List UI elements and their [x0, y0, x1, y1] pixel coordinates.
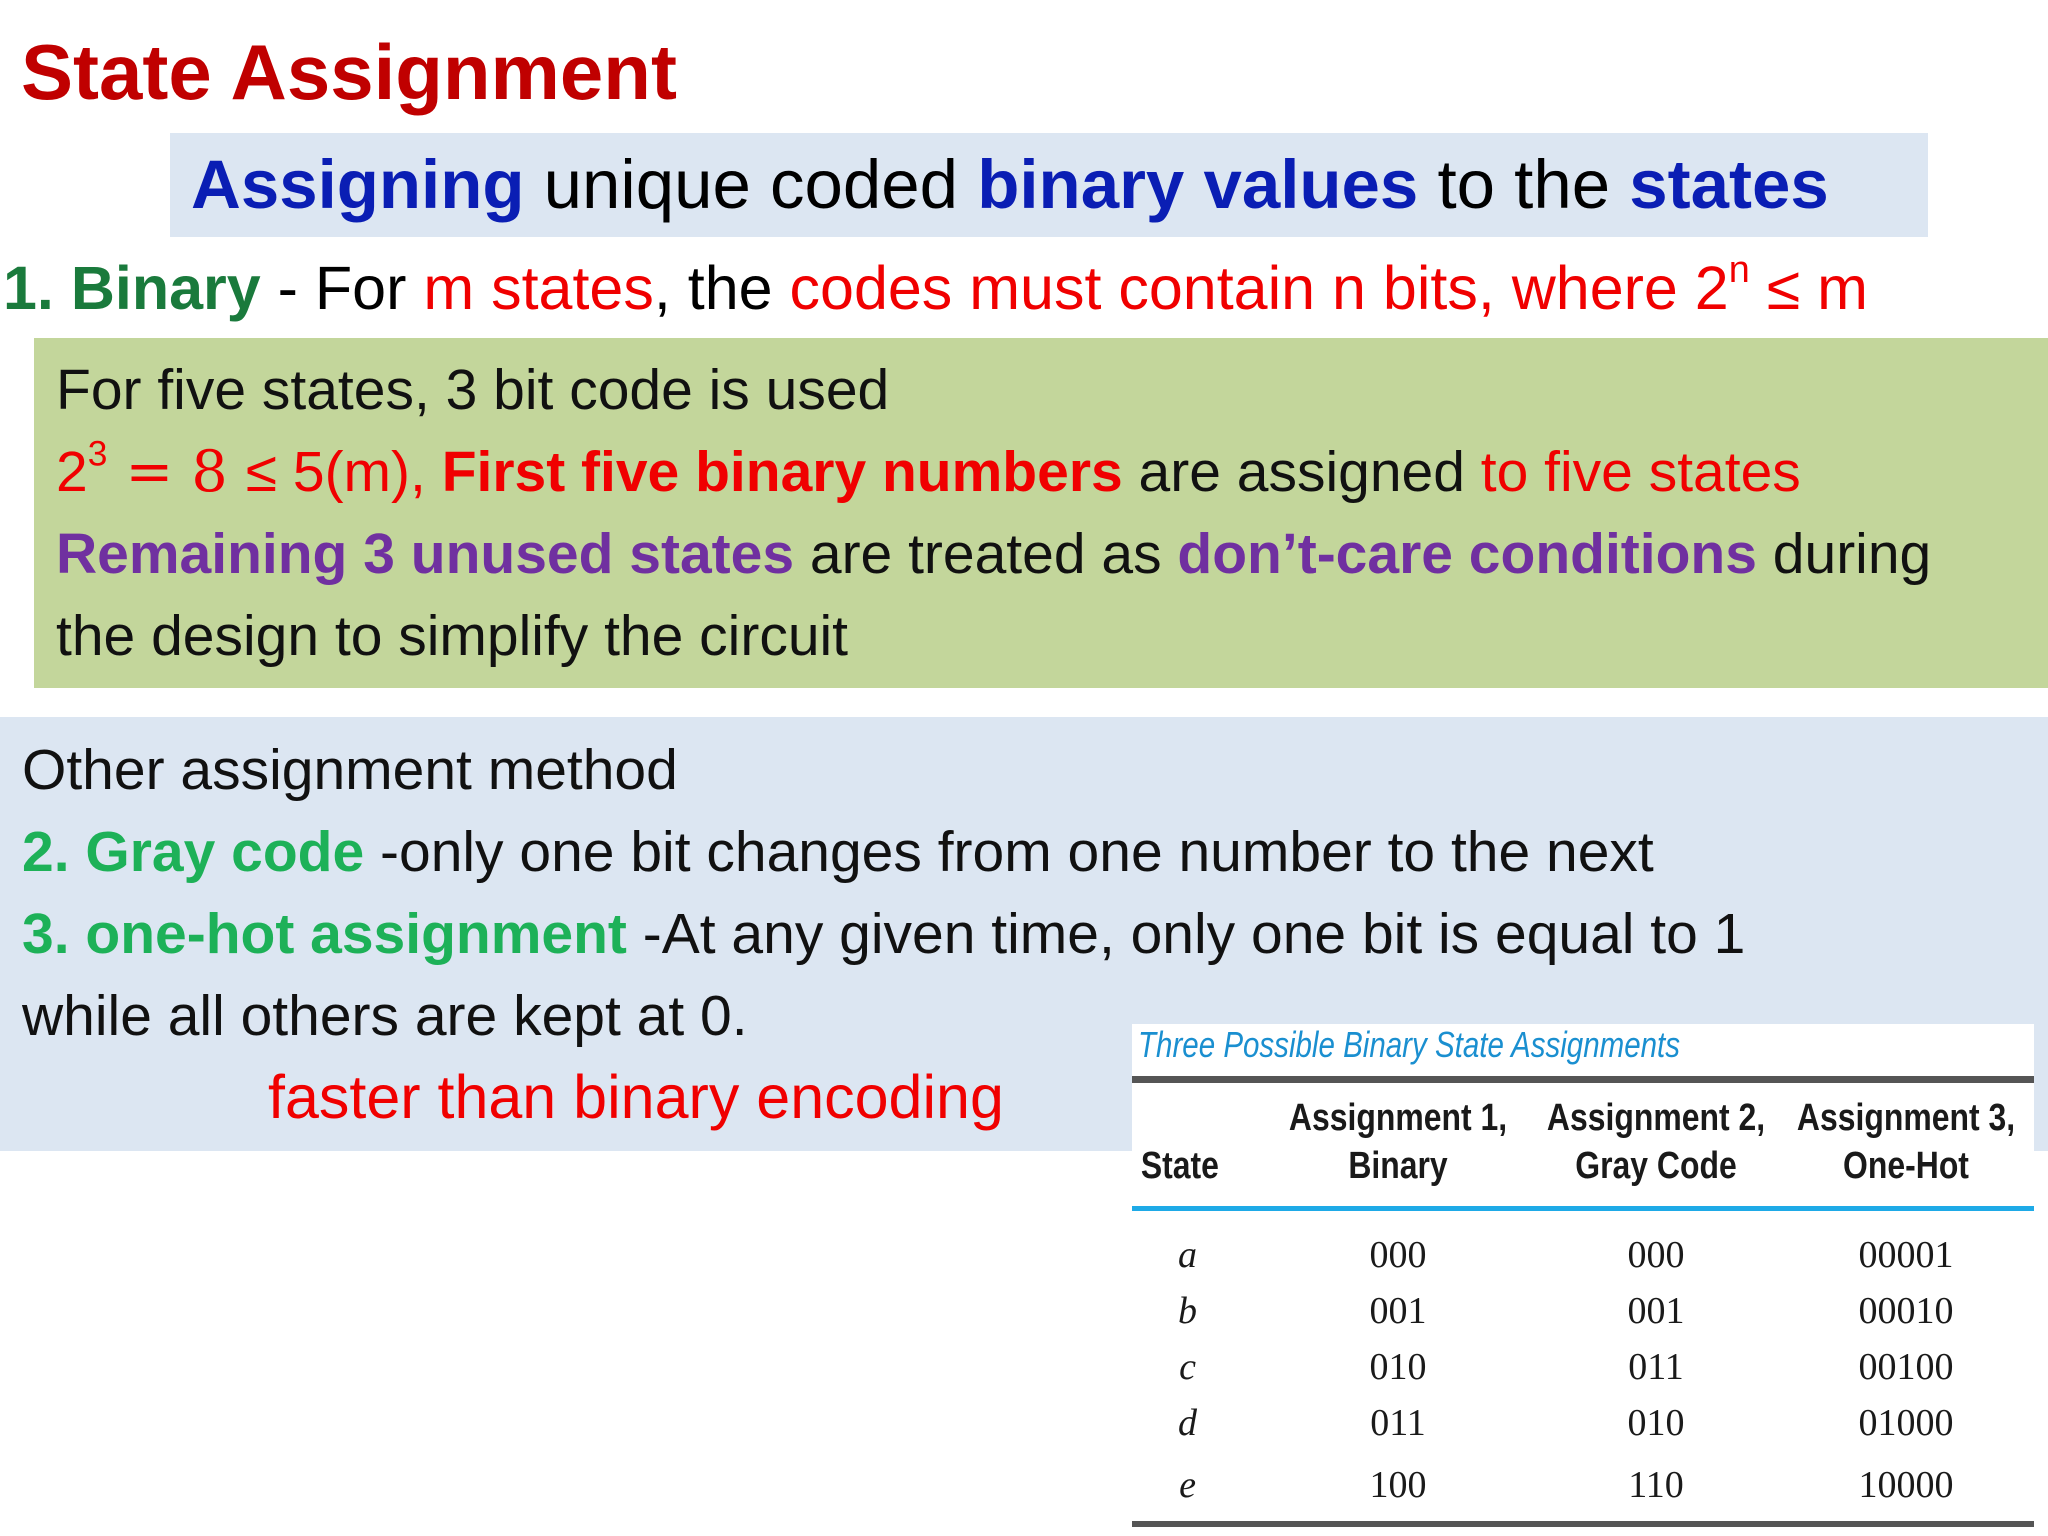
gray-code-description: -only one bit changes from one number to the next: [364, 820, 1654, 884]
table-cell-gray: 011: [1628, 1346, 1684, 1388]
example-first-five: First five binary numbers: [441, 440, 1123, 504]
example-to-five-states: to five states: [1480, 440, 1801, 504]
definition-text: [191, 133, 1829, 237]
example-line-4: the design to simplify the circuit: [56, 604, 849, 668]
table-cell-binary: 000: [1369, 1234, 1427, 1276]
example-power-base: 2: [56, 440, 88, 504]
table-cell-state: a: [1178, 1234, 1197, 1276]
definition-word-binary-values: binary values: [977, 146, 1419, 223]
example-power-exponent: 3: [87, 434, 108, 474]
one-hot-line: [22, 893, 1745, 975]
example-equals-8: = 8: [107, 439, 246, 505]
binary-text-inequality: ≤ m: [1749, 254, 1868, 322]
example-during: during: [1756, 522, 1932, 586]
table-cell-state: d: [1178, 1402, 1197, 1444]
table-cell-state: c: [1179, 1346, 1196, 1388]
one-hot-description: -At any given time, only one bit is equal to 1: [626, 902, 1746, 966]
example-line-3: [56, 513, 1931, 595]
definition-word-states: states: [1629, 146, 1829, 223]
table-cell-state: b: [1178, 1290, 1197, 1332]
table-cell-one-hot: 00100: [1858, 1346, 1954, 1388]
table-cell-gray: 010: [1627, 1402, 1685, 1444]
table-header-assignment-2: Assignment 2,: [1546, 1097, 1766, 1139]
faster-note: faster than binary encoding: [268, 1063, 1004, 1131]
example-dont-care: don’t-care conditions: [1177, 522, 1757, 586]
table-header-assignment-3: Assignment 3,: [1796, 1097, 2016, 1139]
table-caption: Three Possible Binary State Assignments: [1138, 1024, 1681, 1065]
table-cell-one-hot: 10000: [1858, 1464, 1954, 1506]
example-line-1: For five states, 3 bit code is used: [56, 358, 890, 422]
example-line-2: [56, 431, 1801, 513]
example-treated-as: are treated as: [794, 522, 1178, 586]
one-hot-label: 3. one-hot assignment: [22, 902, 627, 966]
table-bottom-rule: [1132, 1521, 2034, 1527]
binary-method-line: [3, 244, 1868, 332]
one-hot-line-continued: while all others are kept at 0.: [22, 984, 748, 1048]
gray-code-label: 2. Gray code: [22, 820, 365, 884]
table-cell-binary: 010: [1369, 1346, 1427, 1388]
gray-code-line: [22, 811, 1654, 893]
table-cell-one-hot: 00001: [1858, 1234, 1954, 1276]
table-header-gray-code: Gray Code: [1575, 1145, 1737, 1187]
example-are-assigned: are assigned: [1122, 440, 1481, 504]
binary-text-1: - For: [260, 254, 424, 322]
table-cell-gray: 000: [1627, 1234, 1685, 1276]
table-header-binary: Binary: [1348, 1145, 1448, 1187]
table-cell-binary: 001: [1369, 1290, 1427, 1332]
table-cell-one-hot: 00010: [1858, 1290, 1954, 1332]
table-header-rule: [1132, 1206, 2034, 1211]
table-cell-state: e: [1179, 1464, 1196, 1506]
definition-word-4: to the: [1418, 146, 1630, 223]
example-leq-5m: ≤ 5(m),: [245, 440, 442, 504]
binary-text-3: , the: [653, 254, 790, 322]
example-remaining-unused: Remaining 3 unused states: [56, 522, 795, 586]
table-top-rule: [1132, 1076, 2034, 1083]
table-cell-gray: 110: [1628, 1464, 1684, 1506]
table-header-assignment-1: Assignment 1,: [1288, 1097, 1508, 1139]
table-cell-one-hot: 01000: [1858, 1402, 1954, 1444]
table-cell-gray: 001: [1627, 1290, 1685, 1332]
binary-text-m-states: m states: [423, 254, 654, 322]
page-title: State Assignment: [21, 28, 677, 116]
table-cell-binary: 100: [1369, 1464, 1427, 1506]
definition-word-2: unique coded: [524, 146, 978, 223]
table-header-state: State: [1140, 1145, 1219, 1187]
table-cell-binary: 011: [1370, 1402, 1426, 1444]
other-methods-heading: Other assignment method: [22, 738, 678, 802]
table-header-one-hot: One-Hot: [1843, 1145, 1969, 1187]
definition-word-assigning: Assigning: [191, 146, 525, 223]
binary-method-number: 1. Binary: [3, 254, 261, 322]
binary-text-superscript: n: [1728, 248, 1750, 291]
binary-text-codes: codes must contain n bits, where 2: [789, 254, 1729, 322]
